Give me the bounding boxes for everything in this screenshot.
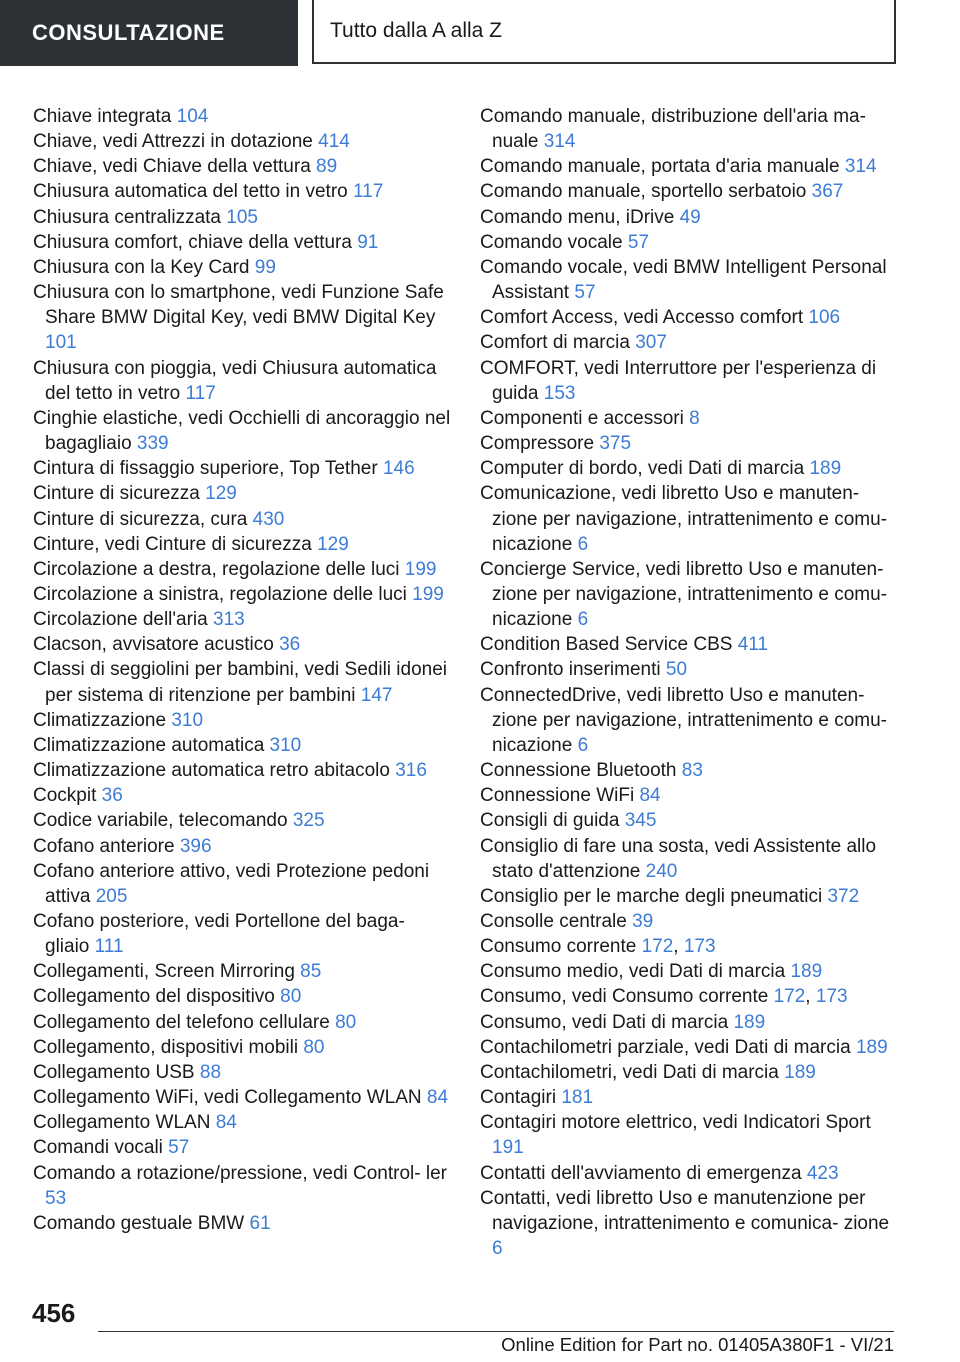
page-reference-link[interactable]: 147 xyxy=(360,684,393,706)
index-entry xyxy=(33,783,453,808)
index-entry xyxy=(33,557,453,582)
page-reference-link[interactable]: 36 xyxy=(279,634,301,656)
page-reference-link[interactable]: 8 xyxy=(689,407,700,429)
index-entry-term: Chiusura centralizzata xyxy=(33,206,227,228)
index-entry-term: Comando menu, iDrive xyxy=(480,206,680,228)
index-entry xyxy=(480,1110,900,1160)
index-entry xyxy=(480,632,900,657)
index-entry xyxy=(480,481,900,556)
page-reference-link[interactable]: 84 xyxy=(215,1112,237,1134)
index-entry xyxy=(33,104,453,129)
page-reference-link[interactable]: 111 xyxy=(94,936,124,958)
index-entry xyxy=(480,557,900,632)
page-reference-link[interactable]: 85 xyxy=(300,961,322,983)
index-entry-term: Cinture di sicurezza, cura xyxy=(33,508,253,530)
page-reference-link[interactable]: 240 xyxy=(645,860,678,882)
page-reference-link[interactable]: 36 xyxy=(101,785,123,807)
index-entry xyxy=(33,1135,453,1160)
index-entry xyxy=(480,431,900,456)
index-entry xyxy=(33,255,453,280)
page-reference-link[interactable]: 375 xyxy=(599,433,632,455)
page-reference-link[interactable]: 99 xyxy=(254,256,276,278)
index-entry-term: Chiusura comfort, chiave della vettura xyxy=(33,231,358,253)
index-entry xyxy=(480,984,900,1009)
page-reference-link[interactable]: 199 xyxy=(404,558,437,580)
page-reference-link[interactable]: 50 xyxy=(665,659,688,681)
index-entry-term: Comfort Access, vedi Accesso comfort xyxy=(480,307,809,329)
index-entry xyxy=(480,834,900,884)
page-reference-link[interactable]: 181 xyxy=(561,1087,594,1109)
index-entry-term: Circolazione dell'aria xyxy=(33,609,213,631)
index-entry xyxy=(33,909,453,959)
index-entry-term: Consiglio di fare una sosta, vedi Assistente allo stato d'attenzione xyxy=(480,835,877,882)
index-entry-term: Collegamento, dispositivi mobili xyxy=(33,1036,304,1058)
index-entry xyxy=(480,205,900,230)
index-entry xyxy=(33,1060,453,1085)
index-entry-term: Chiave integrata xyxy=(33,106,177,127)
page-reference-link[interactable]: 173 xyxy=(815,986,848,1008)
index-entry xyxy=(33,607,453,632)
index-entry-term: Computer di bordo, vedi Dati di marcia xyxy=(480,458,810,480)
index-entry-term: Consolle centrale xyxy=(480,911,633,932)
page-reference-link[interactable]: 101 xyxy=(45,332,77,354)
index-entry xyxy=(33,733,453,758)
index-entry-term: Consumo corrente xyxy=(480,936,642,958)
page-reference-link[interactable]: 6 xyxy=(492,1238,503,1260)
index-entry-term: Consumo medio, vedi Dati di marcia xyxy=(480,961,791,983)
page-reference-link[interactable]: 423 xyxy=(806,1162,839,1184)
index-entry xyxy=(480,934,900,959)
index-entry-term: Climatizzazione xyxy=(33,709,172,731)
index-entry xyxy=(480,1010,900,1035)
index-entry-term: Cofano posteriore, vedi Portellone del baga- gliaio xyxy=(33,911,405,958)
page-reference-link[interactable]: 199 xyxy=(412,583,444,605)
page-reference-link[interactable]: 396 xyxy=(179,835,212,857)
index-entry-term: Confronto inserimenti xyxy=(480,659,666,681)
page-reference-link[interactable]: 129 xyxy=(205,483,237,505)
index-entry xyxy=(33,632,453,657)
page-reference-link[interactable]: 117 xyxy=(185,382,216,404)
index-entry-term: Comando manuale, distribuzione dell'aria ma- nuale xyxy=(480,106,866,153)
page-reference-link[interactable]: 313 xyxy=(213,609,245,631)
page-reference-link[interactable]: 146 xyxy=(382,458,415,480)
index-entry xyxy=(33,280,453,355)
index-column-left xyxy=(33,104,453,1236)
index-entry xyxy=(480,154,900,179)
index-entry xyxy=(33,507,453,532)
page-reference-link[interactable]: 314 xyxy=(844,156,877,178)
page-reference-link[interactable]: 189 xyxy=(855,1036,888,1058)
index-entry-term: Comando a rotazione/pressione, vedi Control- ler xyxy=(33,1162,447,1184)
index-entry-term: Cinture, vedi Cinture di sicurezza xyxy=(33,533,318,555)
index-entry xyxy=(33,406,453,456)
index-entry-term: Connessione WiFi xyxy=(480,785,640,807)
index-entry-term: Consumo, vedi Dati di marcia xyxy=(480,1011,734,1033)
index-entry-term: Chiusura con la Key Card xyxy=(33,256,255,278)
index-entry xyxy=(480,808,900,833)
index-entry xyxy=(480,179,900,204)
index-entry-term: Collegamento WLAN xyxy=(33,1112,216,1134)
page-reference-link[interactable]: 104 xyxy=(176,106,209,127)
page-separator: , xyxy=(805,986,816,1008)
page-reference-link[interactable]: 57 xyxy=(168,1137,190,1159)
index-entry xyxy=(33,959,453,984)
page-reference-link[interactable]: 191 xyxy=(492,1137,524,1159)
page-reference-link[interactable]: 89 xyxy=(316,156,338,178)
index-entry-term: Circolazione a destra, regolazione delle luci xyxy=(33,558,405,580)
index-column-right xyxy=(480,104,900,1261)
index-entry xyxy=(33,657,453,707)
page-reference-link[interactable]: 61 xyxy=(249,1212,271,1234)
page-reference-link[interactable]: 80 xyxy=(303,1036,325,1058)
page-reference-link[interactable]: 316 xyxy=(395,760,427,782)
index-entry xyxy=(480,884,900,909)
page-reference-link[interactable]: 6 xyxy=(577,533,589,555)
index-entry xyxy=(33,758,453,783)
index-entry xyxy=(480,1035,900,1060)
index-entry-term: Cinghie elastiche, vedi Occhielli di ancoraggio nel bagagliaio xyxy=(33,407,451,455)
index-entry-term: Cintura di fissaggio superiore, Top Tether xyxy=(33,458,383,480)
index-entry xyxy=(480,1186,900,1261)
page-number: 456 xyxy=(32,1298,76,1328)
index-entry-term: Consumo, vedi Consumo corrente xyxy=(480,986,774,1008)
page-reference-link[interactable]: 172 xyxy=(641,936,674,958)
page-reference-link[interactable]: 6 xyxy=(577,734,589,756)
index-entry-term: Contatti dell'avviamento di emergenza xyxy=(480,1162,807,1184)
index-entry xyxy=(480,456,900,481)
page-separator: , xyxy=(673,936,684,958)
index-entry-term: Compressore xyxy=(480,433,600,455)
page-reference-link[interactable]: 83 xyxy=(681,760,703,782)
index-entry xyxy=(33,230,453,255)
index-entry xyxy=(33,708,453,733)
index-entry-term: Codice variabile, telecomando xyxy=(33,810,293,832)
page-reference-link[interactable]: 189 xyxy=(733,1011,766,1033)
index-entry xyxy=(480,959,900,984)
page-reference-link[interactable]: 307 xyxy=(635,332,667,354)
index-entry xyxy=(480,657,900,682)
index-entry-term: Condition Based Service CBS xyxy=(480,634,738,656)
index-entry xyxy=(33,481,453,506)
index-entry-term: Collegamento del dispositivo xyxy=(33,986,281,1008)
index-entry xyxy=(480,909,900,934)
page-reference-link[interactable]: 189 xyxy=(790,961,823,983)
page-reference-link[interactable]: 189 xyxy=(809,458,842,480)
index-entry xyxy=(33,834,453,859)
index-entry-term: Cofano anteriore attivo, vedi Protezione pedoni attiva xyxy=(33,860,430,907)
index-entry xyxy=(33,154,453,179)
page-reference-link[interactable]: 57 xyxy=(627,231,650,253)
index-entry xyxy=(33,179,453,204)
footer-divider xyxy=(98,1331,894,1332)
page-reference-link[interactable]: 106 xyxy=(808,307,841,329)
index-entry-term: COMFORT, vedi Interruttore per l'esperienza di guida xyxy=(480,357,877,404)
page-reference-link[interactable]: 173 xyxy=(683,936,716,958)
index-entry xyxy=(33,1110,453,1135)
footer-edition: Online Edition for Part no. 01405A380F1 - VI/21 xyxy=(501,1334,894,1355)
chapter-tab: Tutto dalla A alla Z xyxy=(312,0,896,64)
index-entry xyxy=(33,582,453,607)
index-entry xyxy=(33,1010,453,1035)
index-entry xyxy=(33,984,453,1009)
index-entry-term: Cinture di sicurezza xyxy=(33,483,206,505)
page-reference-link[interactable]: 84 xyxy=(426,1087,449,1109)
index-entry-term: ConnectedDrive, vedi libretto Uso e manuten- zione per navigazione, intrattenimento e comu- nicazione xyxy=(480,684,888,756)
index-entry-term: Chiusura con pioggia, vedi Chiusura automatica del tetto in vetro xyxy=(33,357,437,404)
index-entry-term: Climatizzazione automatica xyxy=(33,734,270,756)
page-header xyxy=(0,0,960,66)
index-entry-term: Comando manuale, portata d'aria manuale xyxy=(480,156,845,178)
index-entry xyxy=(480,104,900,154)
index-entry xyxy=(33,1211,453,1236)
index-entry-term: Circolazione a sinistra, regolazione delle luci xyxy=(33,583,413,605)
index-entry-term: Componenti e accessori xyxy=(480,407,690,429)
page-reference-link[interactable]: 189 xyxy=(784,1061,816,1083)
section-tab: CONSULTAZIONE xyxy=(0,0,298,66)
page-reference-link[interactable]: 80 xyxy=(335,1011,357,1033)
index-entry-term: Collegamento WiFi, vedi Collegamento WLAN xyxy=(33,1087,427,1109)
index-entry-term: Chiave, vedi Chiave della vettura xyxy=(33,156,317,178)
index-entry xyxy=(480,330,900,355)
page-reference-link[interactable]: 430 xyxy=(252,508,285,530)
index-entry xyxy=(480,356,900,406)
index-entry xyxy=(33,356,453,406)
index-entry-term: Cockpit xyxy=(33,785,102,807)
index-entry-term: Contatti, vedi libretto Uso e manutenzione per navigazione, intrattenimento e comunica- zione xyxy=(480,1187,890,1234)
index-entry-term: Comando gestuale BMW xyxy=(33,1212,250,1234)
page-reference-link[interactable]: 84 xyxy=(639,785,661,807)
index-entry xyxy=(480,783,900,808)
index-entry-term: Connessione Bluetooth xyxy=(480,760,682,782)
index-entry xyxy=(33,1161,453,1211)
page-reference-link[interactable]: 367 xyxy=(811,181,844,203)
index-entry-term: Classi di seggiolini per bambini, vedi Sedili idonei per sistema di ritenzione per bambini xyxy=(33,659,448,706)
index-entry xyxy=(33,1035,453,1060)
index-entry-term: Clacson, avvisatore acustico xyxy=(33,634,280,656)
page-reference-link[interactable]: 310 xyxy=(171,709,204,731)
index-entry xyxy=(480,406,900,431)
index-entry-term: Consiglio per le marche degli pneumatici xyxy=(480,885,828,907)
page-reference-link[interactable]: 105 xyxy=(226,206,258,228)
page-reference-link[interactable]: 39 xyxy=(632,911,654,932)
index-entry-term: Cofano anteriore xyxy=(33,835,180,857)
page-reference-link[interactable]: 325 xyxy=(292,810,325,832)
page-reference-link[interactable]: 339 xyxy=(136,433,169,455)
index-entry xyxy=(33,808,453,833)
page-reference-link[interactable]: 53 xyxy=(45,1187,67,1209)
page-reference-link[interactable]: 172 xyxy=(773,986,806,1008)
index-entry-term: Chiusura automatica del tetto in vetro xyxy=(33,181,354,203)
page-reference-link[interactable]: 310 xyxy=(269,734,302,756)
index-entry-term: Collegamento del telefono cellulare xyxy=(33,1011,336,1033)
page-reference-link[interactable]: 205 xyxy=(95,885,128,907)
index-entry-term: Comando manuale, sportello serbatoio xyxy=(480,181,812,203)
index-entry-term: Contagiri xyxy=(480,1087,562,1109)
index-entry-term: Comandi vocali xyxy=(33,1137,169,1159)
index-entry xyxy=(480,1161,900,1186)
index-entry xyxy=(480,683,900,758)
page-reference-link[interactable]: 80 xyxy=(280,986,302,1008)
index-entry xyxy=(480,255,900,305)
page-reference-link[interactable]: 57 xyxy=(574,282,596,304)
index-entry-term: Chiave, vedi Attrezzi in dotazione xyxy=(33,131,319,153)
index-entry xyxy=(480,758,900,783)
index-entry-term: Contachilometri, vedi Dati di marcia xyxy=(480,1061,785,1083)
index-entry-term: Comunicazione, vedi libretto Uso e manuten- zione per navigazione, intrattenimento e comu- nicazione xyxy=(480,483,888,555)
page-reference-link[interactable]: 117 xyxy=(353,181,384,203)
index-entry xyxy=(33,129,453,154)
page-reference-link[interactable]: 314 xyxy=(543,131,576,153)
index-entry xyxy=(33,456,453,481)
index-entry xyxy=(480,1085,900,1110)
page-reference-link[interactable]: 345 xyxy=(624,810,657,832)
index-entry xyxy=(480,305,900,330)
index-entry-term: Climatizzazione automatica retro abitacolo xyxy=(33,760,396,782)
index-entry-term: Concierge Service, vedi libretto Uso e manuten- zione per navigazione, intrattenimento e comu- nicazione xyxy=(480,558,888,631)
index-entry xyxy=(480,1060,900,1085)
index-entry-term: Collegamento USB xyxy=(33,1061,200,1083)
index-entry-term: Contagiri motore elettrico, vedi Indicatori Sport xyxy=(480,1112,871,1134)
page-reference-link[interactable]: 6 xyxy=(577,609,589,631)
page-reference-link[interactable]: 49 xyxy=(679,206,701,228)
index-entry-term: Contachilometri parziale, vedi Dati di marcia xyxy=(480,1036,856,1058)
page-reference-link[interactable]: 411 xyxy=(737,634,768,656)
page-reference-link[interactable]: 414 xyxy=(318,131,350,153)
index-entry xyxy=(33,1085,453,1110)
index-entry-term: Consigli di guida xyxy=(480,810,625,832)
page-reference-link[interactable]: 372 xyxy=(827,885,860,907)
index-entry-term: Chiusura con lo smartphone, vedi Funzione Safe Share BMW Digital Key, vedi BMW Digital Key xyxy=(33,282,444,329)
index-entry-term: Collegamenti, Screen Mirroring xyxy=(33,961,301,983)
index-entry xyxy=(33,532,453,557)
index-entry-term: Comfort di marcia xyxy=(480,332,636,354)
index-entry xyxy=(33,859,453,909)
page-reference-link[interactable]: 91 xyxy=(357,231,379,253)
page-reference-link[interactable]: 153 xyxy=(543,382,576,404)
index-entry xyxy=(480,230,900,255)
index-entry xyxy=(33,205,453,230)
index-entry-term: Comando vocale xyxy=(480,231,628,253)
page-reference-link[interactable]: 129 xyxy=(317,533,349,555)
page-reference-link[interactable]: 88 xyxy=(199,1061,222,1083)
index-entry-term: Comando vocale, vedi BMW Intelligent Personal Assistant xyxy=(480,256,887,304)
